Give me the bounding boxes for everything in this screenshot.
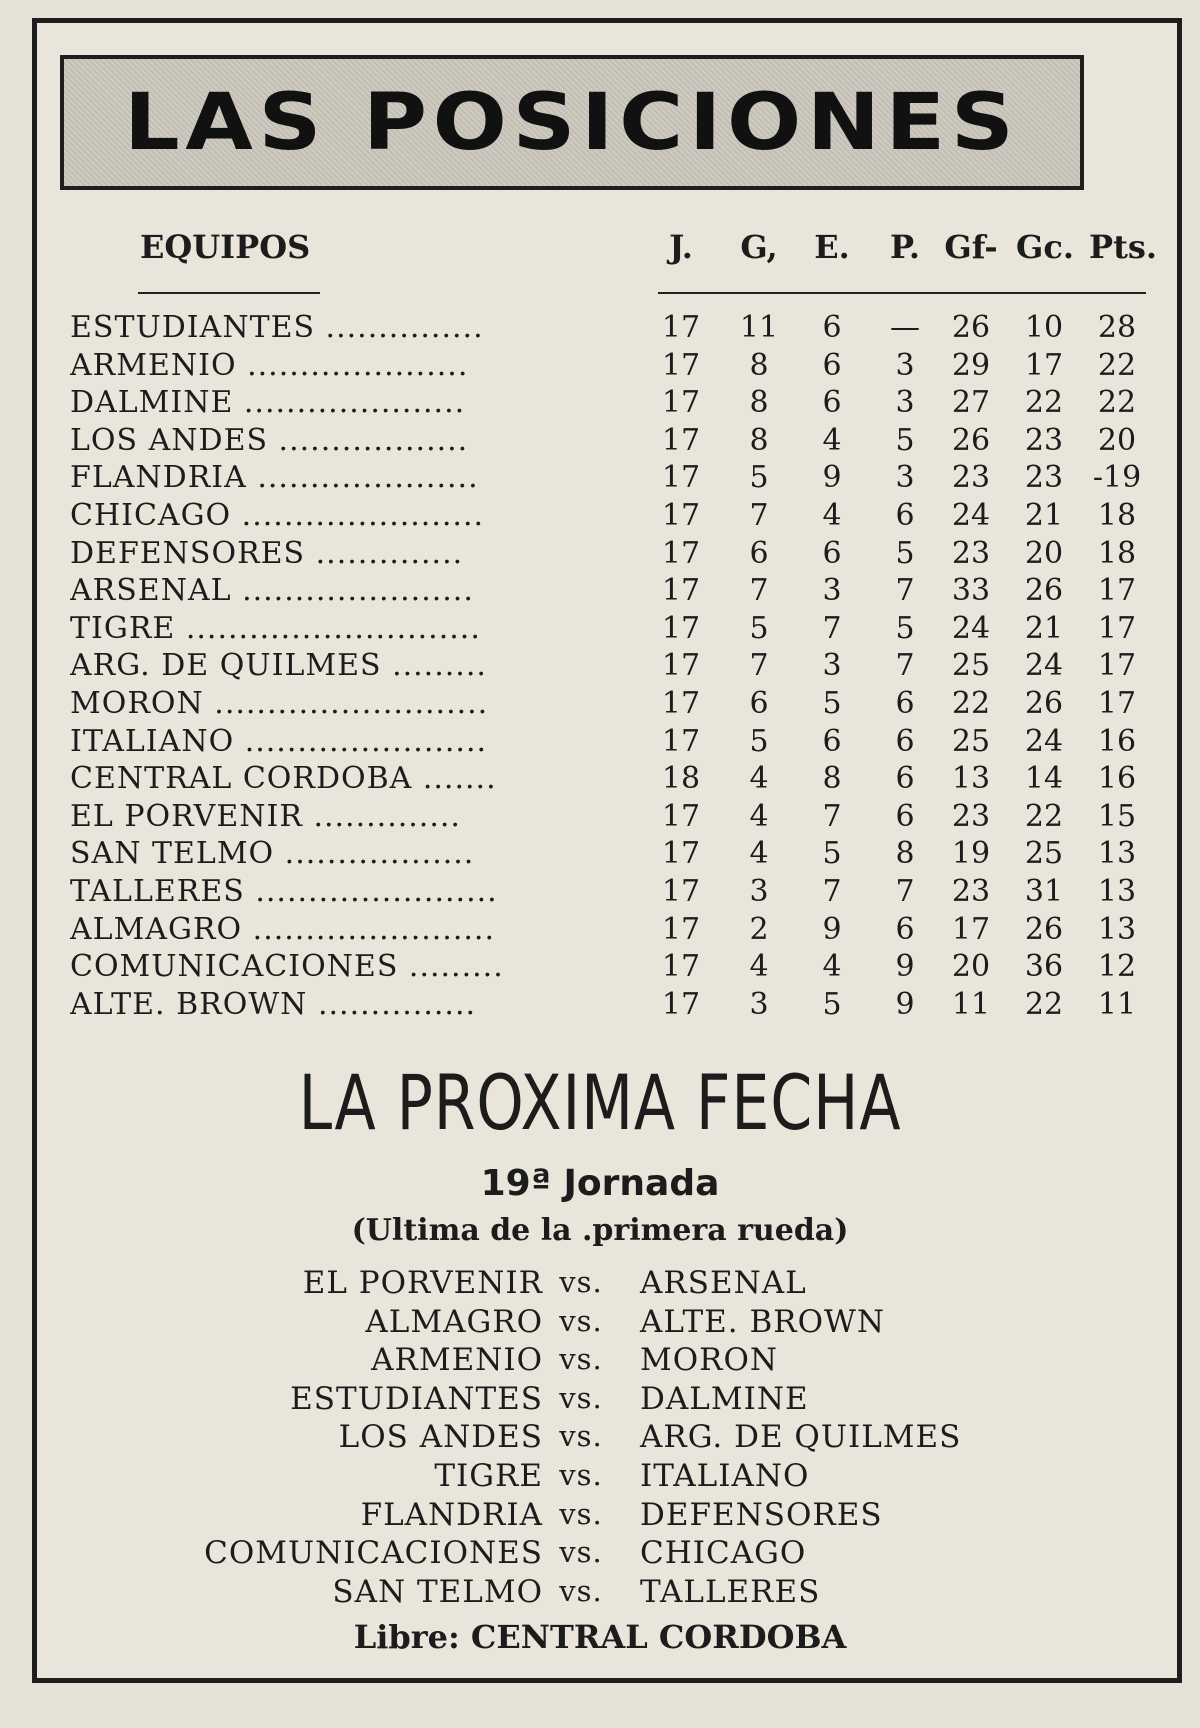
versus-label: vs. — [559, 1265, 603, 1299]
cell-played: 17 — [661, 648, 701, 684]
cell-goals-for: 26 — [951, 310, 991, 345]
fixture-row — [0, 1458, 1200, 1496]
versus-label: vs. — [559, 1573, 603, 1608]
cell-played: 17 — [661, 422, 701, 458]
cell-won: 7 — [749, 498, 769, 533]
cell-lost: 5 — [895, 535, 915, 571]
cell-drawn: 6 — [822, 310, 842, 345]
cell-drawn: 6 — [822, 723, 842, 759]
away-team: ARSENAL — [640, 1265, 807, 1301]
header-rule-stats — [658, 292, 1146, 294]
team-name: ALMAGRO ....................... — [70, 911, 495, 947]
team-name: MORON .......................... — [70, 686, 489, 721]
versus-label: vs. — [559, 1380, 603, 1415]
cell-goals-against: 25 — [1024, 836, 1064, 872]
cell-lost: 3 — [895, 460, 915, 496]
cell-goals-for: 23 — [951, 798, 991, 834]
table-row — [0, 987, 1200, 1024]
cell-points: 20 — [1097, 422, 1137, 458]
cell-points: 16 — [1097, 761, 1137, 797]
cell-drawn: 9 — [822, 460, 842, 496]
cell-goals-against: 17 — [1024, 347, 1064, 383]
team-name: CENTRAL CORDOBA ....... — [70, 761, 497, 797]
cell-drawn: 6 — [822, 535, 842, 571]
cell-points: 13 — [1097, 911, 1137, 947]
team-name: DEFENSORES .............. — [70, 535, 464, 571]
header-played: J. — [669, 228, 693, 266]
cell-lost: 5 — [895, 610, 915, 646]
cell-points: 17 — [1097, 686, 1137, 721]
cell-goals-for: 23 — [951, 460, 991, 496]
versus-label: vs. — [559, 1303, 603, 1338]
cell-lost: 6 — [895, 911, 915, 947]
table-header — [0, 228, 1200, 278]
title-banner — [60, 55, 1084, 190]
cell-points: 13 — [1097, 874, 1137, 909]
table-row — [0, 385, 1200, 422]
cell-goals-for: 23 — [951, 535, 991, 571]
cell-played: 17 — [661, 310, 701, 345]
team-name: ARG. DE QUILMES ......... — [70, 648, 487, 684]
cell-goals-for: 13 — [951, 761, 991, 797]
team-name: EL PORVENIR .............. — [70, 798, 461, 834]
away-team: DALMINE — [640, 1380, 809, 1417]
team-name: ARMENIO ..................... — [70, 347, 469, 383]
away-team: ARG. DE QUILMES — [640, 1419, 962, 1456]
cell-goals-for: 25 — [951, 723, 991, 759]
cell-won: 3 — [749, 986, 769, 1022]
fixture-row — [0, 1342, 1200, 1380]
cell-drawn: 7 — [822, 798, 842, 834]
cell-won: 7 — [749, 648, 769, 684]
bye-team: Libre: CENTRAL CORDOBA — [353, 1618, 847, 1656]
cell-goals-against: 22 — [1024, 986, 1064, 1022]
cell-goals-against: 31 — [1024, 874, 1064, 909]
versus-label: vs. — [559, 1342, 603, 1377]
cell-lost: 9 — [895, 949, 915, 985]
cell-drawn: 4 — [822, 422, 842, 458]
home-team: ESTUDIANTES — [290, 1380, 543, 1417]
away-team: ITALIANO — [640, 1458, 810, 1494]
home-team: COMUNICACIONES — [204, 1535, 543, 1572]
cell-won: 4 — [749, 761, 769, 797]
cell-played: 17 — [661, 460, 701, 496]
cell-played: 17 — [661, 535, 701, 571]
table-row — [0, 724, 1200, 761]
cell-lost: 7 — [895, 874, 915, 909]
cell-won: 4 — [749, 836, 769, 872]
cell-won: 4 — [749, 798, 769, 834]
header-team: EQUIPOS — [140, 228, 311, 266]
cell-drawn: 5 — [822, 836, 842, 872]
cell-points: 28 — [1097, 310, 1137, 345]
cell-points: 17 — [1097, 573, 1137, 609]
team-name: ARSENAL ...................... — [70, 573, 474, 609]
header-rule-team — [138, 292, 320, 294]
cell-played: 17 — [661, 573, 701, 609]
team-name: ALTE. BROWN ............... — [70, 986, 477, 1022]
table-row — [0, 761, 1200, 798]
cell-drawn: 7 — [822, 610, 842, 646]
cell-goals-against: 14 — [1024, 761, 1064, 797]
round-subtitle: (Ultima de la .primera rueda) — [351, 1213, 849, 1248]
cell-goals-against: 26 — [1024, 686, 1064, 721]
cell-goals-against: 23 — [1024, 460, 1064, 496]
cell-drawn: 9 — [822, 911, 842, 947]
cell-goals-for: 19 — [951, 836, 991, 872]
cell-won: 3 — [749, 874, 769, 909]
away-team: ALTE. BROWN — [640, 1303, 885, 1340]
cell-points: -19 — [1092, 460, 1142, 496]
cell-points: 17 — [1097, 648, 1137, 684]
team-name: ITALIANO ....................... — [70, 723, 488, 759]
cell-played: 17 — [661, 911, 701, 947]
round-number: 19ª Jornada — [480, 1163, 720, 1204]
cell-lost: — — [890, 310, 920, 345]
cell-goals-against: 36 — [1024, 949, 1064, 985]
cell-played: 17 — [661, 986, 701, 1022]
cell-goals-against: 22 — [1024, 385, 1064, 421]
table-row — [0, 949, 1200, 986]
team-name: SAN TELMO .................. — [70, 836, 475, 872]
cell-points: 11 — [1097, 986, 1137, 1022]
home-team: EL PORVENIR — [302, 1265, 543, 1301]
versus-label: vs. — [559, 1419, 603, 1454]
cell-goals-against: 20 — [1024, 535, 1064, 571]
cell-goals-against: 26 — [1024, 573, 1064, 609]
cell-points: 18 — [1097, 535, 1137, 571]
cell-goals-for: 26 — [951, 422, 991, 458]
cell-lost: 6 — [895, 798, 915, 834]
cell-points: 22 — [1097, 347, 1137, 383]
cell-played: 17 — [661, 874, 701, 909]
home-team: FLANDRIA — [360, 1496, 543, 1533]
cell-goals-for: 29 — [951, 347, 991, 383]
table-row — [0, 648, 1200, 685]
header-points: Pts. — [1089, 228, 1157, 266]
cell-drawn: 7 — [822, 874, 842, 909]
table-row — [0, 536, 1200, 573]
team-name: ESTUDIANTES ............... — [70, 310, 484, 345]
header-won: G, — [740, 228, 778, 266]
cell-lost: 3 — [895, 347, 915, 383]
away-team: TALLERES — [640, 1573, 821, 1610]
cell-won: 6 — [749, 686, 769, 721]
fixture-row — [0, 1419, 1200, 1457]
cell-won: 8 — [749, 385, 769, 421]
table-row — [0, 799, 1200, 836]
cell-lost: 7 — [895, 648, 915, 684]
table-row — [0, 573, 1200, 610]
cell-played: 17 — [661, 686, 701, 721]
table-row — [0, 912, 1200, 949]
cell-lost: 7 — [895, 573, 915, 609]
cell-points: 15 — [1097, 798, 1137, 834]
cell-won: 5 — [749, 723, 769, 759]
cell-goals-for: 24 — [951, 498, 991, 533]
cell-played: 17 — [661, 610, 701, 646]
cell-lost: 6 — [895, 761, 915, 797]
next-round-title: LA PROXIMA FECHA — [298, 1058, 902, 1147]
fixture-row — [0, 1265, 1200, 1303]
versus-label: vs. — [559, 1535, 603, 1570]
cell-goals-for: 33 — [951, 573, 991, 609]
table-row — [0, 498, 1200, 535]
home-team: LOS ANDES — [338, 1419, 543, 1456]
cell-goals-for: 11 — [951, 986, 991, 1022]
team-name: TIGRE ............................ — [70, 610, 481, 646]
header-drawn: E. — [814, 228, 850, 266]
cell-goals-for: 25 — [951, 648, 991, 684]
cell-drawn: 5 — [822, 986, 842, 1022]
cell-points: 16 — [1097, 723, 1137, 759]
away-team: MORON — [640, 1342, 779, 1379]
team-name: CHICAGO ....................... — [70, 498, 485, 533]
header-goals-for: Gf- — [944, 228, 998, 266]
table-row — [0, 460, 1200, 497]
cell-drawn: 4 — [822, 949, 842, 985]
cell-goals-against: 24 — [1024, 723, 1064, 759]
table-row — [0, 686, 1200, 723]
away-team: CHICAGO — [640, 1535, 807, 1572]
cell-goals-for: 27 — [951, 385, 991, 421]
table-row — [0, 423, 1200, 460]
fixture-row — [0, 1574, 1200, 1612]
home-team: ALMAGRO — [365, 1303, 543, 1340]
cell-points: 12 — [1097, 949, 1137, 985]
cell-played: 17 — [661, 347, 701, 383]
cell-points: 18 — [1097, 498, 1137, 533]
cell-points: 17 — [1097, 610, 1137, 646]
cell-goals-against: 23 — [1024, 422, 1064, 458]
team-name: FLANDRIA ..................... — [70, 460, 479, 496]
fixture-row — [0, 1381, 1200, 1419]
cell-played: 18 — [661, 761, 701, 797]
team-name: TALLERES ....................... — [70, 874, 498, 909]
home-team: TIGRE — [434, 1458, 543, 1494]
cell-drawn: 5 — [822, 686, 842, 721]
page-title: LAS POSICIONES — [124, 77, 1020, 168]
cell-drawn: 8 — [822, 761, 842, 797]
cell-drawn: 6 — [822, 347, 842, 383]
cell-won: 5 — [749, 460, 769, 496]
cell-drawn: 4 — [822, 498, 842, 533]
cell-goals-against: 26 — [1024, 911, 1064, 947]
cell-played: 17 — [661, 949, 701, 985]
cell-lost: 6 — [895, 498, 915, 533]
cell-lost: 9 — [895, 986, 915, 1022]
fixture-row — [0, 1304, 1200, 1342]
cell-goals-for: 23 — [951, 874, 991, 909]
cell-lost: 8 — [895, 836, 915, 872]
cell-won: 11 — [739, 310, 779, 345]
fixture-row — [0, 1497, 1200, 1535]
cell-goals-against: 24 — [1024, 648, 1064, 684]
home-team: ARMENIO — [371, 1342, 543, 1379]
table-row — [0, 611, 1200, 648]
cell-points: 13 — [1097, 836, 1137, 872]
header-goals-against: Gc. — [1016, 228, 1074, 266]
cell-points: 22 — [1097, 385, 1137, 421]
home-team: SAN TELMO — [332, 1573, 543, 1610]
cell-goals-against: 21 — [1024, 610, 1064, 646]
cell-goals-against: 21 — [1024, 498, 1064, 533]
cell-lost: 5 — [895, 422, 915, 458]
team-name: COMUNICACIONES ......... — [70, 949, 504, 985]
cell-drawn: 3 — [822, 573, 842, 609]
table-row — [0, 348, 1200, 385]
cell-won: 7 — [749, 573, 769, 609]
cell-goals-for: 22 — [951, 686, 991, 721]
cell-won: 4 — [749, 949, 769, 985]
cell-played: 17 — [661, 385, 701, 421]
cell-goals-against: 10 — [1024, 310, 1064, 345]
cell-won: 5 — [749, 610, 769, 646]
cell-goals-for: 24 — [951, 610, 991, 646]
cell-played: 17 — [661, 836, 701, 872]
away-team: DEFENSORES — [640, 1496, 883, 1533]
table-row — [0, 836, 1200, 873]
team-name: DALMINE ..................... — [70, 385, 466, 421]
cell-drawn: 3 — [822, 648, 842, 684]
versus-label: vs. — [559, 1496, 603, 1531]
cell-played: 17 — [661, 723, 701, 759]
cell-won: 8 — [749, 347, 769, 383]
cell-played: 17 — [661, 498, 701, 533]
team-name: LOS ANDES .................. — [70, 422, 469, 458]
table-row — [0, 310, 1200, 347]
cell-goals-for: 20 — [951, 949, 991, 985]
fixture-row — [0, 1535, 1200, 1573]
versus-label: vs. — [559, 1458, 603, 1492]
cell-won: 6 — [749, 535, 769, 571]
cell-lost: 6 — [895, 686, 915, 721]
cell-goals-for: 17 — [951, 911, 991, 947]
cell-goals-against: 22 — [1024, 798, 1064, 834]
table-row — [0, 874, 1200, 911]
cell-played: 17 — [661, 798, 701, 834]
cell-lost: 3 — [895, 385, 915, 421]
cell-drawn: 6 — [822, 385, 842, 421]
cell-won: 8 — [749, 422, 769, 458]
header-lost: P. — [890, 228, 920, 266]
cell-lost: 6 — [895, 723, 915, 759]
cell-won: 2 — [749, 911, 769, 947]
